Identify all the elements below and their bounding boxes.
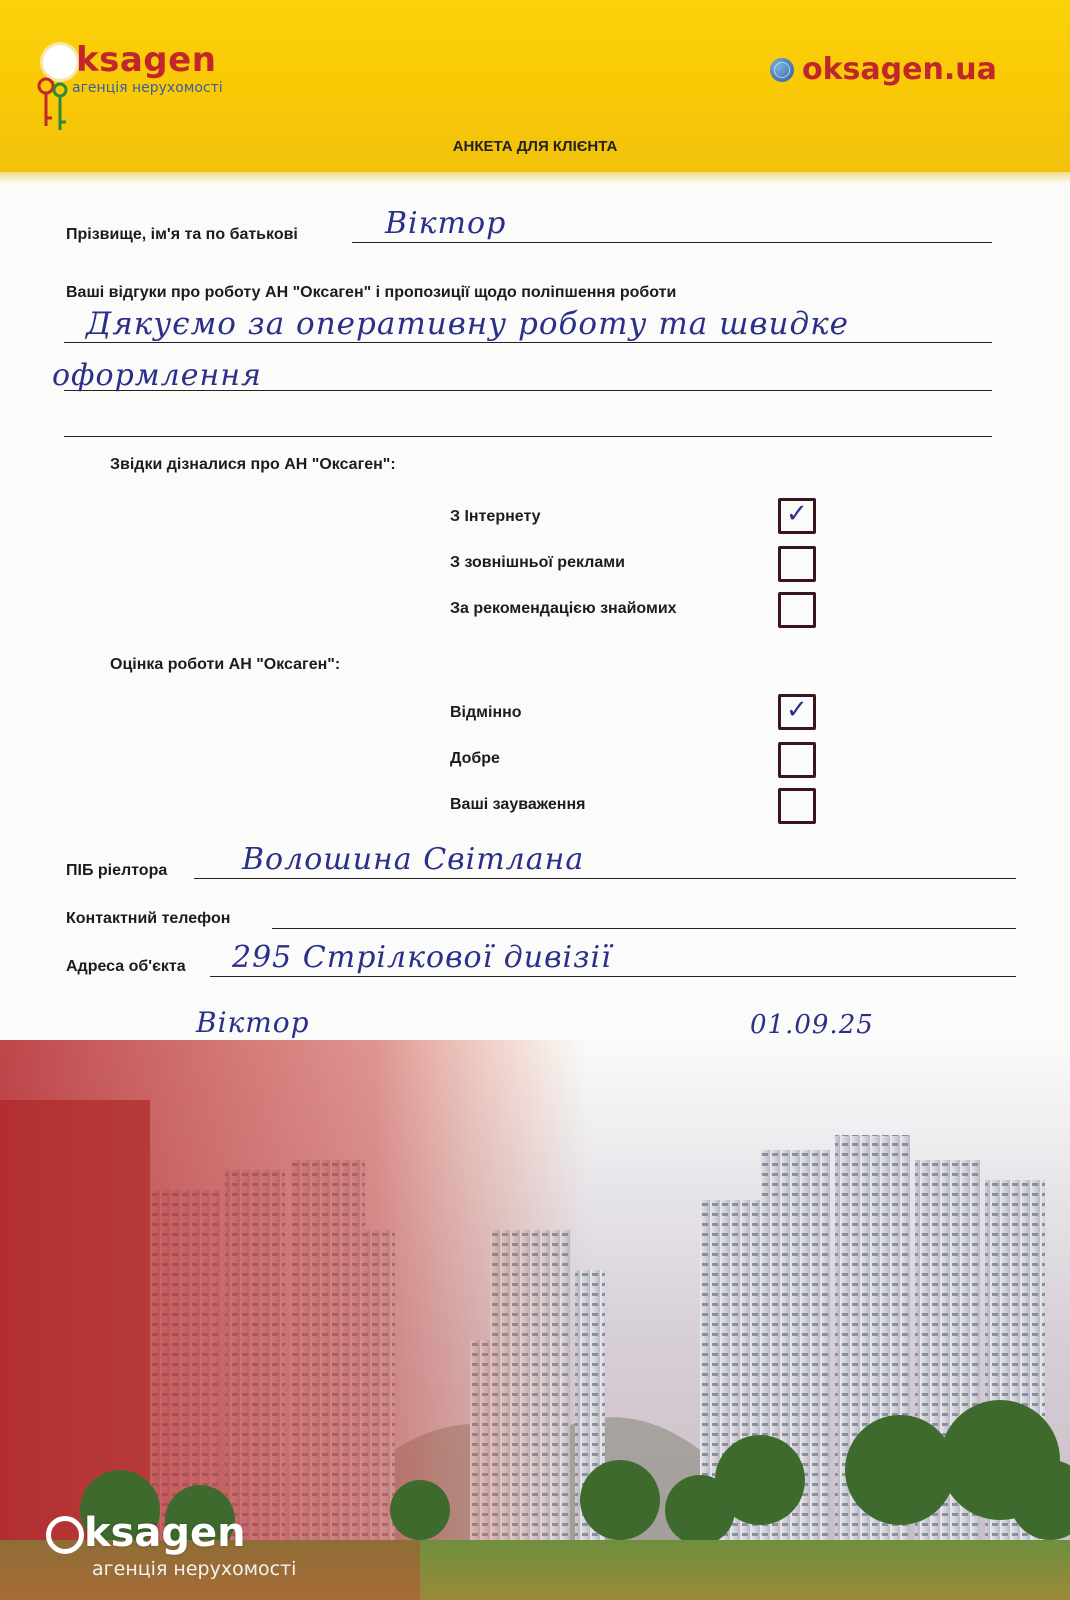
- brand-logo: [36, 36, 256, 136]
- source-option-ads: З зовнішньої реклами: [450, 554, 625, 571]
- logo-tagline: агенція нерухомості: [72, 80, 223, 96]
- source-option-referral: За рекомендацією знайомих: [450, 600, 677, 617]
- rating-good-checkbox[interactable]: [778, 742, 816, 778]
- checkmark-icon: ✓: [786, 499, 808, 529]
- source-question-label: Звідки дізналися про АН "Оксаген":: [110, 456, 396, 473]
- feedback-label: Ваші відгуки про роботу АН "Оксаген" і пропозиції щодо поліпшення роботи: [66, 284, 677, 301]
- checkmark-icon: ✓: [786, 695, 808, 725]
- name-line: [352, 242, 992, 243]
- address-value[interactable]: 295 Стрілкової дивізії: [232, 940, 612, 975]
- realtor-value[interactable]: Волошина Світлана: [242, 842, 585, 877]
- feedback-text-2[interactable]: оформлення: [52, 358, 262, 393]
- name-value[interactable]: Віктор: [385, 206, 507, 241]
- rating-option-excellent: Відмінно: [450, 704, 522, 721]
- date-value[interactable]: 01.09.25: [750, 1010, 874, 1040]
- source-ads-checkbox[interactable]: [778, 546, 816, 582]
- name-label: Прізвище, ім'я та по батькові: [66, 226, 298, 243]
- footer-logo: [42, 1510, 302, 1590]
- source-referral-checkbox[interactable]: [778, 592, 816, 628]
- website-link[interactable]: [770, 52, 997, 87]
- source-option-internet: З Інтернету: [450, 508, 541, 525]
- address-line: [210, 976, 1016, 977]
- feedback-line-1: [64, 342, 992, 343]
- signature-mark[interactable]: Віктор: [196, 1006, 310, 1039]
- keys-icon: [36, 76, 72, 136]
- footer-logo-wordmark: ksagen: [84, 1510, 246, 1556]
- phone-label: Контактний телефон: [66, 910, 231, 927]
- logo-wordmark: ksagen: [76, 40, 217, 80]
- logo-o-icon: [46, 1516, 84, 1554]
- rating-option-good: Добре: [450, 750, 500, 767]
- realtor-label: ПІБ ріелтора: [66, 862, 168, 879]
- source-internet-checkbox[interactable]: [778, 498, 816, 534]
- feedback-text-1[interactable]: Дякуємо за оперативну роботу та швидке: [86, 306, 849, 342]
- rating-option-remarks: Ваші зауваження: [450, 796, 586, 813]
- globe-icon: [770, 58, 794, 82]
- rating-remarks-checkbox[interactable]: [778, 788, 816, 824]
- realtor-line: [194, 878, 1016, 879]
- website-text: oksagen.ua: [802, 52, 997, 87]
- rating-excellent-checkbox[interactable]: [778, 694, 816, 730]
- rating-question-label: Оцінка роботи АН "Оксаген":: [110, 656, 341, 673]
- form-title: АНКЕТА ДЛЯ КЛІЄНТА: [452, 138, 618, 155]
- feedback-line-3: [64, 436, 992, 437]
- header-band: [0, 0, 1070, 172]
- address-label: Адреса об'єкта: [66, 958, 186, 975]
- footer-logo-tagline: агенція нерухомості: [92, 1558, 297, 1580]
- phone-line: [272, 928, 1016, 929]
